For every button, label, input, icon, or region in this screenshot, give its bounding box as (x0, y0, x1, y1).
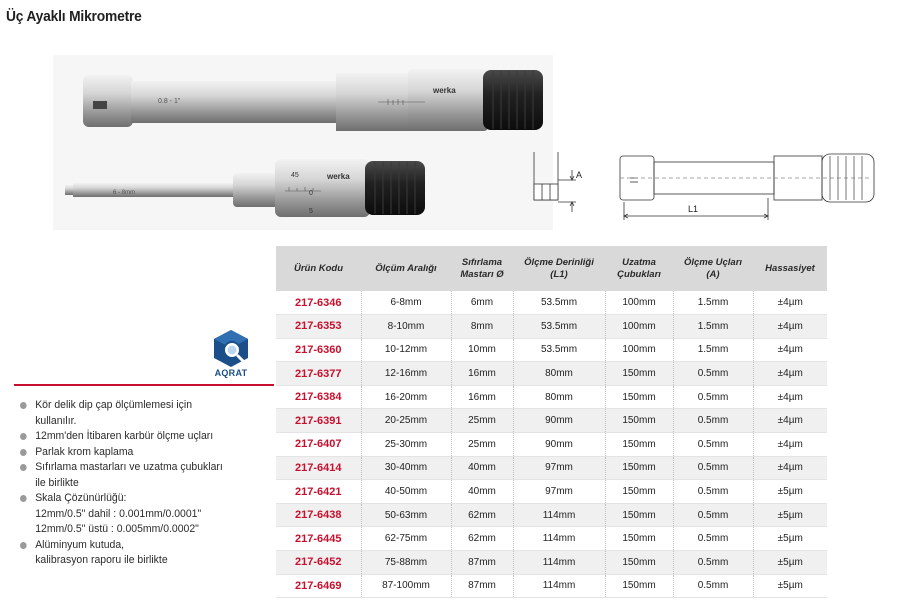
product-code-cell: 217-6445 (276, 527, 361, 551)
feature-item (20, 460, 258, 491)
col-hassasiyet-cell: ±4µm (753, 456, 827, 480)
col-olcum-araligi-cell: 6-8mm (361, 291, 451, 315)
col-hassasiyet-cell: ±4µm (753, 362, 827, 386)
feature-line: Sıfırlama mastarları ve uzatma çubukları (35, 461, 223, 473)
col-olcme-derinligi-cell: 80mm (513, 362, 605, 386)
feature-item (20, 429, 258, 445)
product-photo (53, 55, 553, 230)
col-olcum-araligi-cell: 75-88mm (361, 551, 451, 575)
table-row (276, 456, 827, 480)
table-row (276, 338, 827, 362)
product-code-cell: 217-6346 (276, 291, 361, 315)
col-olcme-derinligi-cell: 114mm (513, 574, 605, 598)
col-olcme-derinligi-cell: 97mm (513, 456, 605, 480)
header-line: Uzatma (622, 256, 656, 268)
dial-number-3: 5 (309, 208, 313, 215)
col-olcme-derinligi-cell: 114mm (513, 527, 605, 551)
col-sifirlama-mastari-cell: 25mm (451, 433, 513, 457)
product-code-cell: 217-6391 (276, 409, 361, 433)
table-body (276, 291, 827, 598)
col-olcme-uclari-cell: 0.5mm (673, 503, 753, 527)
col-olcme-derinligi-cell: 80mm (513, 385, 605, 409)
upper-brand: werka (433, 86, 456, 95)
col-uzatma-cubuklari-cell: 100mm (605, 315, 673, 339)
col-olcme-uclari-cell: 0.5mm (673, 385, 753, 409)
col-uzatma-cubuklari-cell: 150mm (605, 409, 673, 433)
feature-line: Skala Çözünürlüğü: (35, 492, 127, 504)
col-olcum-araligi-cell: 50-63mm (361, 503, 451, 527)
header-line: (A) (706, 268, 720, 280)
product-code-cell: 217-6421 (276, 480, 361, 504)
col-olcme-uclari-cell: 0.5mm (673, 574, 753, 598)
col-olcum-araligi-cell: 8-10mm (361, 315, 451, 339)
col-olcum-araligi-cell: 62-75mm (361, 527, 451, 551)
product-code-cell: 217-6353 (276, 315, 361, 339)
table-row (276, 480, 827, 504)
feature-line: Alüminyum kutuda, (35, 538, 125, 551)
feature-line: 12mm'den İtibaren karbür ölçme uçları (35, 430, 214, 442)
col-sifirlama-mastari-cell: 62mm (451, 503, 513, 527)
table-row (276, 574, 827, 598)
col-olcme-uclari-cell: 0.5mm (673, 551, 753, 575)
col-sifirlama-mastari-header (451, 246, 513, 291)
col-olcum-araligi-header (361, 246, 451, 291)
col-uzatma-cubuklari-cell: 150mm (605, 503, 673, 527)
col-olcme-derinligi-cell: 90mm (513, 409, 605, 433)
col-sifirlama-mastari-cell: 10mm (451, 338, 513, 362)
col-sifirlama-mastari-cell: 87mm (451, 574, 513, 598)
col-olcum-araligi-cell: 30-40mm (361, 456, 451, 480)
feature-line: 12mm/0.5" üstü : 0.005mm/0.0002" (35, 523, 199, 535)
col-olcum-araligi-cell: 10-12mm (361, 338, 451, 362)
col-hassasiyet-cell: ±4µm (753, 385, 827, 409)
col-hassasiyet-cell: ±5µm (753, 527, 827, 551)
table-header-row (276, 246, 827, 291)
col-uzatma-cubuklari-cell: 150mm (605, 527, 673, 551)
col-hassasiyet-cell: ±5µm (753, 574, 827, 598)
col-olcme-uclari-cell: 0.5mm (673, 362, 753, 386)
col-olcum-araligi-cell: 20-25mm (361, 409, 451, 433)
technical-drawing (520, 150, 900, 225)
col-sifirlama-mastari-cell: 40mm (451, 456, 513, 480)
dimension-label-l1: L1 (688, 204, 699, 214)
product-code-cell: 217-6414 (276, 456, 361, 480)
col-olcme-uclari-cell: 0.5mm (673, 456, 753, 480)
table-row (276, 291, 827, 315)
product-code-cell: 217-6377 (276, 362, 361, 386)
header-line: Mastarı Ø (460, 268, 504, 280)
col-olcme-uclari-cell: 1.5mm (673, 338, 753, 362)
col-uzatma-cubuklari-cell: 150mm (605, 480, 673, 504)
col-sifirlama-mastari-cell: 6mm (451, 291, 513, 315)
product-code-cell: 217-6469 (276, 574, 361, 598)
col-sifirlama-mastari-cell: 87mm (451, 551, 513, 575)
col-olcme-uclari-cell: 0.5mm (673, 409, 753, 433)
feature-list (20, 398, 270, 569)
header-line: Ölçme Uçları (683, 256, 743, 268)
table-row (276, 409, 827, 433)
product-code-cell: 217-6407 (276, 433, 361, 457)
col-olcme-uclari-header (673, 246, 753, 291)
col-olcum-araligi-cell: 25-30mm (361, 433, 451, 457)
header-line: Hassasiyet (765, 262, 815, 274)
aqrat-logo (206, 328, 256, 378)
col-hassasiyet-cell: ±5µm (753, 551, 827, 575)
col-sifirlama-mastari-cell: 16mm (451, 362, 513, 386)
col-olcum-araligi-cell: 87-100mm (361, 574, 451, 598)
table-row (276, 433, 827, 457)
feature-item (20, 538, 258, 569)
col-olcme-derinligi-cell: 97mm (513, 480, 605, 504)
product-code-cell: 217-6452 (276, 551, 361, 575)
col-uzatma-cubuklari-cell: 150mm (605, 551, 673, 575)
lower-marking: 6 - 8mm (113, 190, 136, 196)
col-sifirlama-mastari-cell: 8mm (451, 315, 513, 339)
col-urun-kodu-header (276, 246, 361, 291)
col-olcum-araligi-cell: 12-16mm (361, 362, 451, 386)
col-hassasiyet-cell: ±4µm (753, 433, 827, 457)
col-olcme-derinligi-header (513, 246, 605, 291)
col-hassasiyet-cell: ±5µm (753, 503, 827, 527)
col-sifirlama-mastari-cell: 25mm (451, 409, 513, 433)
col-olcme-derinligi-cell: 114mm (513, 503, 605, 527)
table-row (276, 503, 827, 527)
feature-line: Kör delik dip çap ölçümlemesi için (35, 399, 193, 411)
col-uzatma-cubuklari-cell: 100mm (605, 291, 673, 315)
col-hassasiyet-cell: ±4µm (753, 338, 827, 362)
feature-line: kullanılır. (35, 414, 77, 427)
table-row (276, 362, 827, 386)
feature-line: Parlak krom kaplama (35, 445, 134, 458)
lower-brand: werka (327, 172, 350, 181)
col-olcme-uclari-cell: 0.5mm (673, 433, 753, 457)
col-olcme-uclari-cell: 1.5mm (673, 291, 753, 315)
product-code-cell: 217-6438 (276, 503, 361, 527)
dimension-label-a: A (576, 170, 583, 180)
dial-number-2: 0 (309, 190, 313, 197)
col-olcme-uclari-cell: 0.5mm (673, 527, 753, 551)
header-line: Sıfırlama (461, 256, 503, 268)
feature-item (20, 445, 258, 461)
header-line: Ölçüm Aralığı (375, 262, 437, 274)
col-sifirlama-mastari-cell: 40mm (451, 480, 513, 504)
col-uzatma-cubuklari-cell: 150mm (605, 433, 673, 457)
col-uzatma-cubuklari-cell: 100mm (605, 338, 673, 362)
col-olcme-uclari-cell: 1.5mm (673, 315, 753, 339)
col-olcum-araligi-cell: 16-20mm (361, 385, 451, 409)
feature-item (20, 398, 258, 429)
col-olcum-araligi-cell: 40-50mm (361, 480, 451, 504)
logo-label: AQRAT (214, 368, 248, 378)
col-olcme-derinligi-cell: 53.5mm (513, 338, 605, 362)
table-row (276, 527, 827, 551)
header-line: (L1) (550, 268, 568, 280)
col-uzatma-cubuklari-cell: 150mm (605, 456, 673, 480)
col-olcme-uclari-cell: 0.5mm (673, 480, 753, 504)
col-hassasiyet-cell: ±4µm (753, 409, 827, 433)
magnifier-cube-icon (206, 328, 256, 368)
col-olcme-derinligi-cell: 53.5mm (513, 315, 605, 339)
col-hassasiyet-cell: ±5µm (753, 480, 827, 504)
dial-number-1: 45 (291, 172, 299, 179)
col-uzatma-cubuklari-header (605, 246, 673, 291)
col-hassasiyet-cell: ±4µm (753, 315, 827, 339)
upper-marking: 0.8 - 1" (158, 98, 181, 105)
red-divider (14, 384, 274, 386)
spec-table (276, 246, 827, 598)
header-line: Ürün Kodu (293, 262, 344, 274)
feature-item (20, 491, 258, 538)
col-sifirlama-mastari-cell: 62mm (451, 527, 513, 551)
product-code-cell: 217-6360 (276, 338, 361, 362)
feature-line: kalibrasyon raporu ile birlikte (35, 554, 168, 566)
col-hassasiyet-header (753, 246, 827, 291)
feature-line: 12mm/0.5" dahil : 0.001mm/0.0001" (35, 507, 202, 520)
table-row (276, 551, 827, 575)
col-sifirlama-mastari-cell: 16mm (451, 385, 513, 409)
col-olcme-derinligi-cell: 114mm (513, 551, 605, 575)
feature-line: ile birlikte (35, 476, 79, 489)
col-uzatma-cubuklari-cell: 150mm (605, 362, 673, 386)
col-uzatma-cubuklari-cell: 150mm (605, 385, 673, 409)
product-code-cell: 217-6384 (276, 385, 361, 409)
table-row (276, 385, 827, 409)
col-olcme-derinligi-cell: 53.5mm (513, 291, 605, 315)
col-hassasiyet-cell: ±4µm (753, 291, 827, 315)
page-title: Üç Ayaklı Mikrometre (6, 8, 142, 25)
table-row (276, 315, 827, 339)
col-uzatma-cubuklari-cell: 150mm (605, 574, 673, 598)
header-line: Ölçme Derinliği (524, 256, 594, 268)
col-olcme-derinligi-cell: 90mm (513, 433, 605, 457)
header-line: Çubukları (617, 268, 661, 280)
